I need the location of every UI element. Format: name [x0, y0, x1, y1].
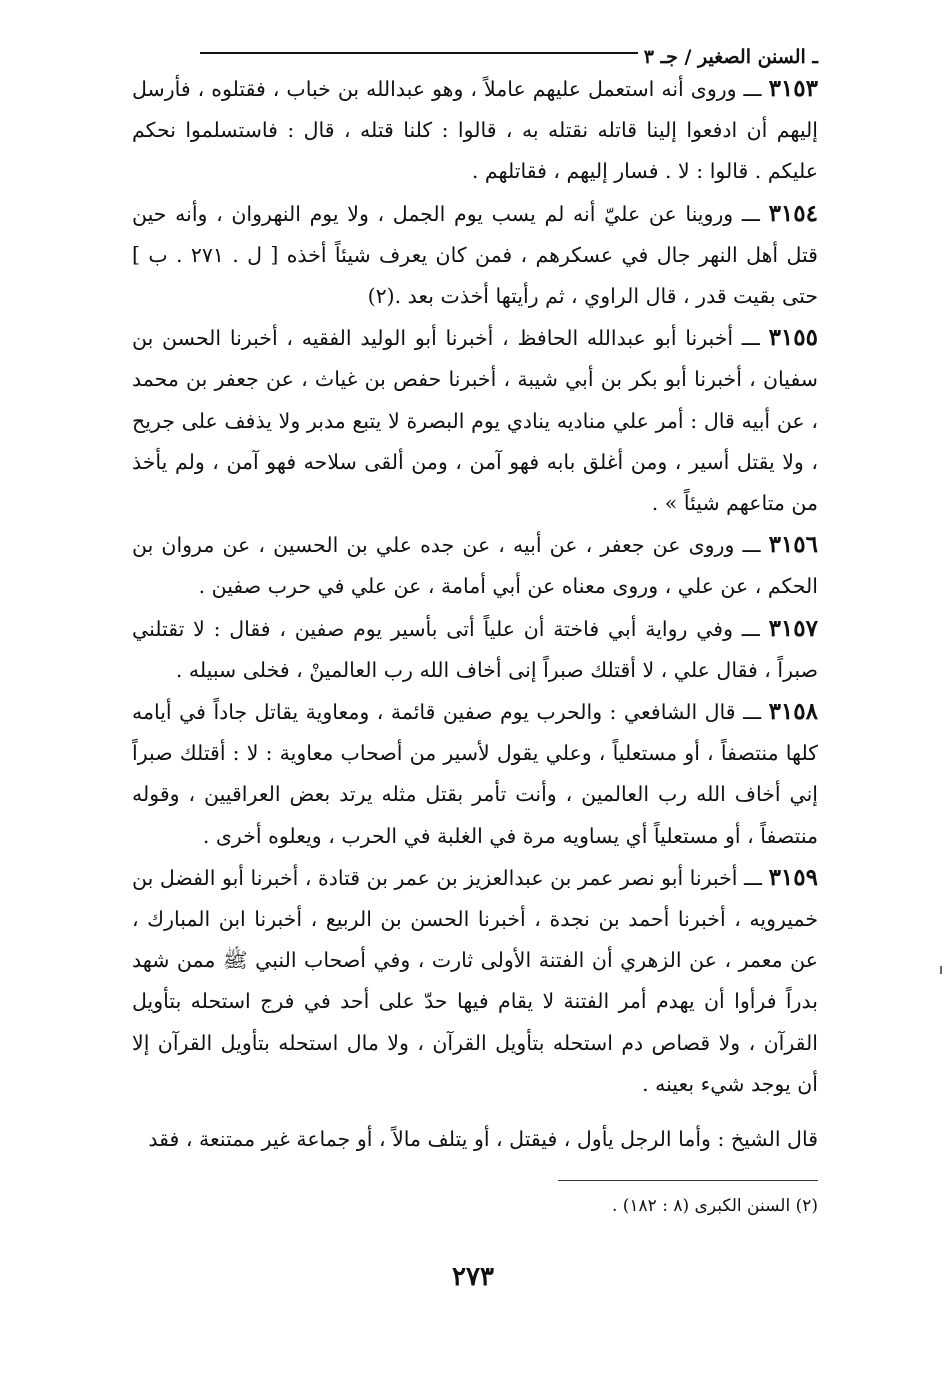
hadith-text: ـــ وروينا عن عليّ أنه لم يسب يوم الجمل ، ولا يوم النهروان ، وأنه حين قتل أهل النهر جال في عسكرهم ، فمن كان يعرف شيئاً أخذه [ ل . ٢٧١ . ب ] حتى بقيت قدر ، قال الراوي ، ثم رأيتها أخذت بعد .(٢) — [132, 201, 818, 309]
hadith-paragraph-3157 — [132, 608, 818, 691]
page-number: ٢٧٣ — [452, 1262, 494, 1292]
hadith-paragraph-3158 — [132, 691, 818, 857]
hadith-text: ـــ أخبرنا أبو عبدالله الحافظ ، أخبرنا أبو الوليد الفقيه ، أخبرنا الحسن بن سفيان ، أخبرنا أبو بكر بن أبي شيبة ، أخبرنا حفص بن غياث ، عن جعفر بن محمد ، عن أبيه قال : أمر علي مناديه ينادي يوم البصرة لا يتبع مدبر ولا يذفف على جريح ، ولا يقتل أسير ، ومن أغلق بابه فهو آمن ، ومن ألقى سلاحه فهو آمن ، ولم يأخذ من متاعهم شيئاً » . — [132, 326, 818, 516]
hadith-number: ٣١٥٩ — [768, 863, 818, 891]
hadith-paragraph-3155 — [132, 317, 818, 524]
footnote: (٢) السنن الكبرى (٨ : ١٨٢) . — [611, 1196, 818, 1216]
hadith-paragraph-3159 — [132, 857, 818, 1105]
running-header — [200, 36, 818, 68]
scan-mark — [940, 966, 942, 974]
footnote-separator — [558, 1180, 818, 1181]
hadith-number: ٣١٥٦ — [768, 531, 818, 559]
main-text — [132, 68, 818, 1160]
hadith-text: ـــ وفي رواية أبي فاختة أن علياً أتى بأسير يوم صفين ، فقال : لا تقتلني صبراً ، فقال علي ، لا أقتلك صبراً إنى أخاف الله رب العالمينْ ، فخلى سبيله . — [132, 616, 818, 682]
hadith-number: ٣١٥٣ — [768, 75, 818, 102]
hadith-number: ٣١٥٥ — [768, 324, 818, 352]
closing-paragraph: قال الشيخ : وأما الرجل يأول ، فيقتل ، أو يتلف مالاً ، أو جماعة غير ممتنعة ، فقد — [148, 1127, 818, 1152]
hadith-text: ـــ أخبرنا أبو نصر عمر بن عبدالعزيز بن عمر بن قتادة ، أخبرنا أبو الفضل بن خميرويه ، أخبرنا أحمد بن نجدة ، أخبرنا الحسن بن الربيع ، أخبرنا ابن المبارك ، عن معمر ، عن الزهري أن الفتنة الأولى ثارت ، وفي أصحاب النبي ﷺ ممن شهد بدراً فرأوا أن يهدم أمر الفتنة لا يقام فيها حدّ على أحد في فرج استحله بتأويل القرآن ، ولا قصاص دم استحله بتأويل القرآن ، ولا مال استحله بتأويل القرآن إلا أن يوجد شيء بعينه . — [132, 865, 818, 1096]
hadith-paragraph-3153 — [132, 68, 818, 193]
hadith-paragraph-3156 — [132, 524, 818, 607]
hadith-number: ٣١٥٨ — [768, 698, 818, 726]
hadith-text: ـــ وروى عن جعفر ، عن أبيه ، عن جده علي بن الحسين ، عن مروان بن الحكم ، عن علي ، وروى معناه عن أبي أمامة ، عن علي في حرب صفين . — [132, 533, 818, 599]
hadith-text: ـــ قال الشافعي : والحرب يوم صفين قائمة ، ومعاوية يقاتل جاداً في أيامه كلها منتصفاً ، أو مستعلياً ، وعلي يقول لأسير من أصحاب معاوية : لا : أقتلك صبراً إني أخاف الله رب العالمين ، وأنت تأمر بقتل مثله يرتد بعض العراقيين ، وقوله منتصفاً ، أو مستعلياً أي يساويه مرة في الغلبة في الحرب ، ويعلوه أخرى . — [132, 700, 818, 848]
hadith-paragraph-3154 — [132, 193, 818, 318]
header-title: ـ السنن الصغير / جـ ٣ — [643, 46, 818, 68]
hadith-number: ٣١٥٤ — [768, 199, 818, 227]
hadith-number: ٣١٥٧ — [768, 614, 818, 642]
hadith-text: ـــ وروى أنه استعمل عليهم عاملاً ، وهو عبدالله بن خباب ، فقتلوه ، فأرسل إليهم أن ادفعوا إلينا قاتله نقتله به ، قالوا : كلنا قتله ، قال : فاستسلموا نحكم عليكم . قالوا : لا . فسار إليهم ، فقاتلهم . — [132, 77, 818, 184]
header-rule — [200, 52, 638, 54]
